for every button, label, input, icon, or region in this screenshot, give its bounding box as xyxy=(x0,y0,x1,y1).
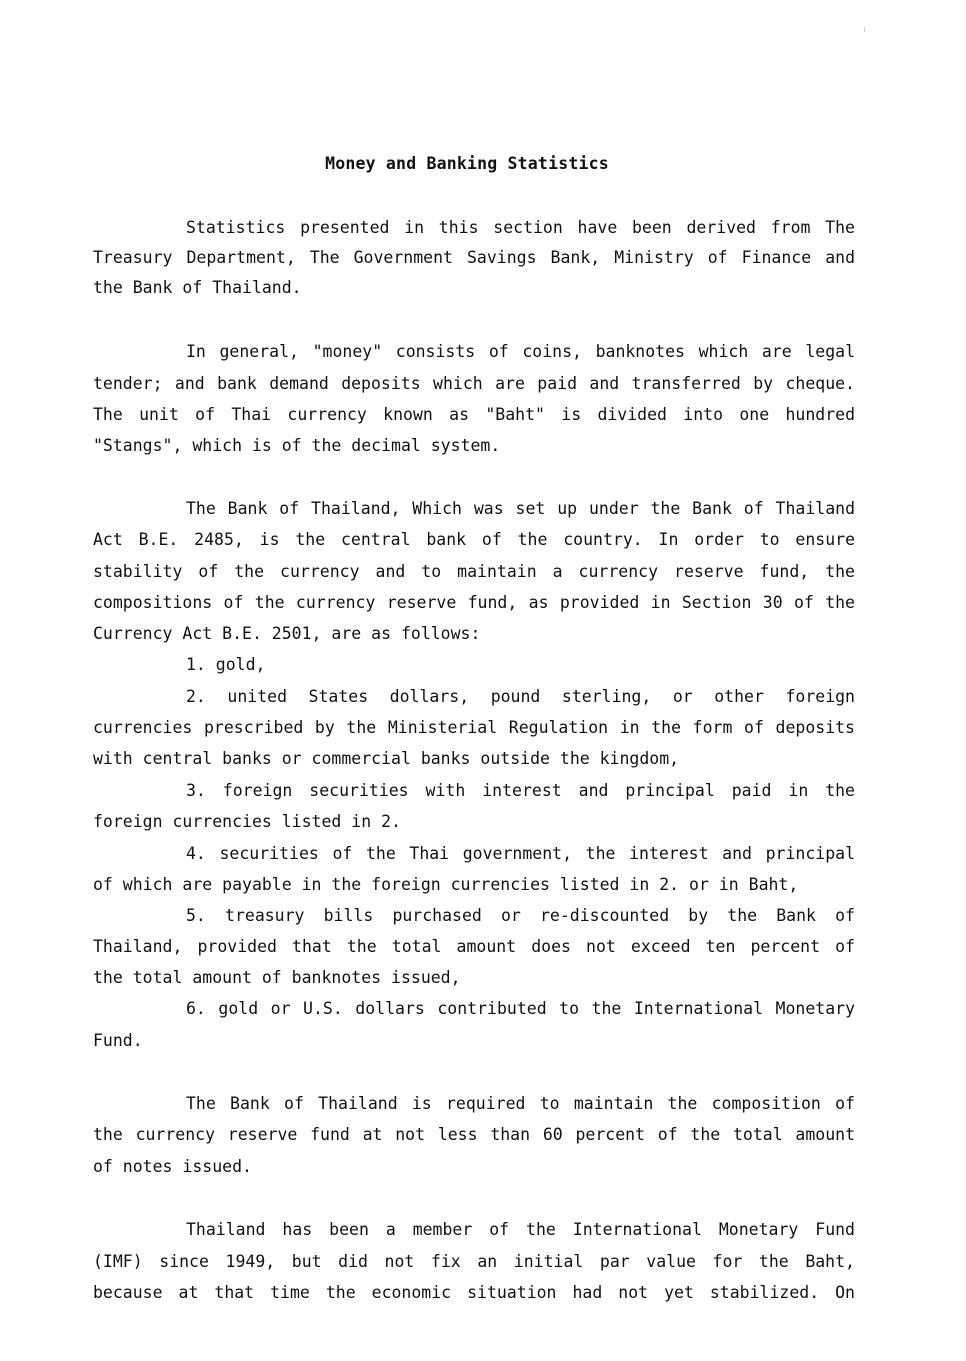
text-line: the Bank of Thailand. xyxy=(93,278,302,297)
text-line: "Stangs", which is of the decimal system. xyxy=(93,436,501,455)
text-line: currencies prescribed by the Ministerial Regulation in the form of deposits xyxy=(93,718,855,737)
text-line: with central banks or commercial banks outside the kingdom, xyxy=(93,749,680,768)
text-line: the total amount of banknotes issued, xyxy=(93,968,461,987)
list-item: 5. treasury bills purchased or re-discounted by the Bank of xyxy=(186,906,855,925)
text-line: stability of the currency and to maintain a currency reserve fund, the xyxy=(93,562,855,581)
text-line: The unit of Thai currency known as "Baht" is divided into one hundred xyxy=(93,405,855,424)
list-item: 6. gold or U.S. dollars contributed to the International Monetary xyxy=(186,999,855,1018)
text-line: The Bank of Thailand is required to maintain the composition of xyxy=(186,1094,855,1113)
text-line: compositions of the currency reserve fund, as provided in Section 30 of the xyxy=(93,593,855,612)
text-line: Fund. xyxy=(93,1031,143,1050)
text-line: of which are payable in the foreign currencies listed in 2. or in Baht, xyxy=(93,875,799,894)
list-item: 4. securities of the Thai government, the interest and principal xyxy=(186,844,855,863)
text-line: of notes issued. xyxy=(93,1157,252,1176)
text-line: the currency reserve fund at not less than 60 percent of the total amount xyxy=(93,1125,855,1144)
text-line: Act B.E. 2485, is the central bank of the country. In order to ensure xyxy=(93,530,855,549)
text-line: Thailand, provided that the total amount does not exceed ten percent of xyxy=(93,937,855,956)
list-item: 1. gold, xyxy=(186,655,266,674)
text-line: Treasury Department, The Government Savings Bank, Ministry of Finance and xyxy=(93,248,855,267)
text-line: Thailand has been a member of the International Monetary Fund xyxy=(186,1220,855,1239)
text-line: Currency Act B.E. 2501, are as follows: xyxy=(93,624,481,643)
text-line: In general, "money" consists of coins, banknotes which are legal xyxy=(186,342,855,361)
text-line: (IMF) since 1949, but did not fix an initial par value for the Baht, xyxy=(93,1252,855,1271)
document-title: Money and Banking Statistics xyxy=(325,154,609,173)
text-line: foreign currencies listed in 2. xyxy=(93,812,401,831)
scan-speck xyxy=(864,27,865,32)
list-item: 3. foreign securities with interest and principal paid in the xyxy=(186,781,855,800)
text-line: The Bank of Thailand, Which was set up under the Bank of Thailand xyxy=(186,499,855,518)
text-line: tender; and bank demand deposits which are paid and transferred by cheque. xyxy=(93,374,855,393)
text-line: Statistics presented in this section have been derived from The xyxy=(186,218,855,237)
text-line: because at that time the economic situation had not yet stabilized. On xyxy=(93,1283,855,1302)
list-item: 2. united States dollars, pound sterling, or other foreign xyxy=(186,687,855,706)
